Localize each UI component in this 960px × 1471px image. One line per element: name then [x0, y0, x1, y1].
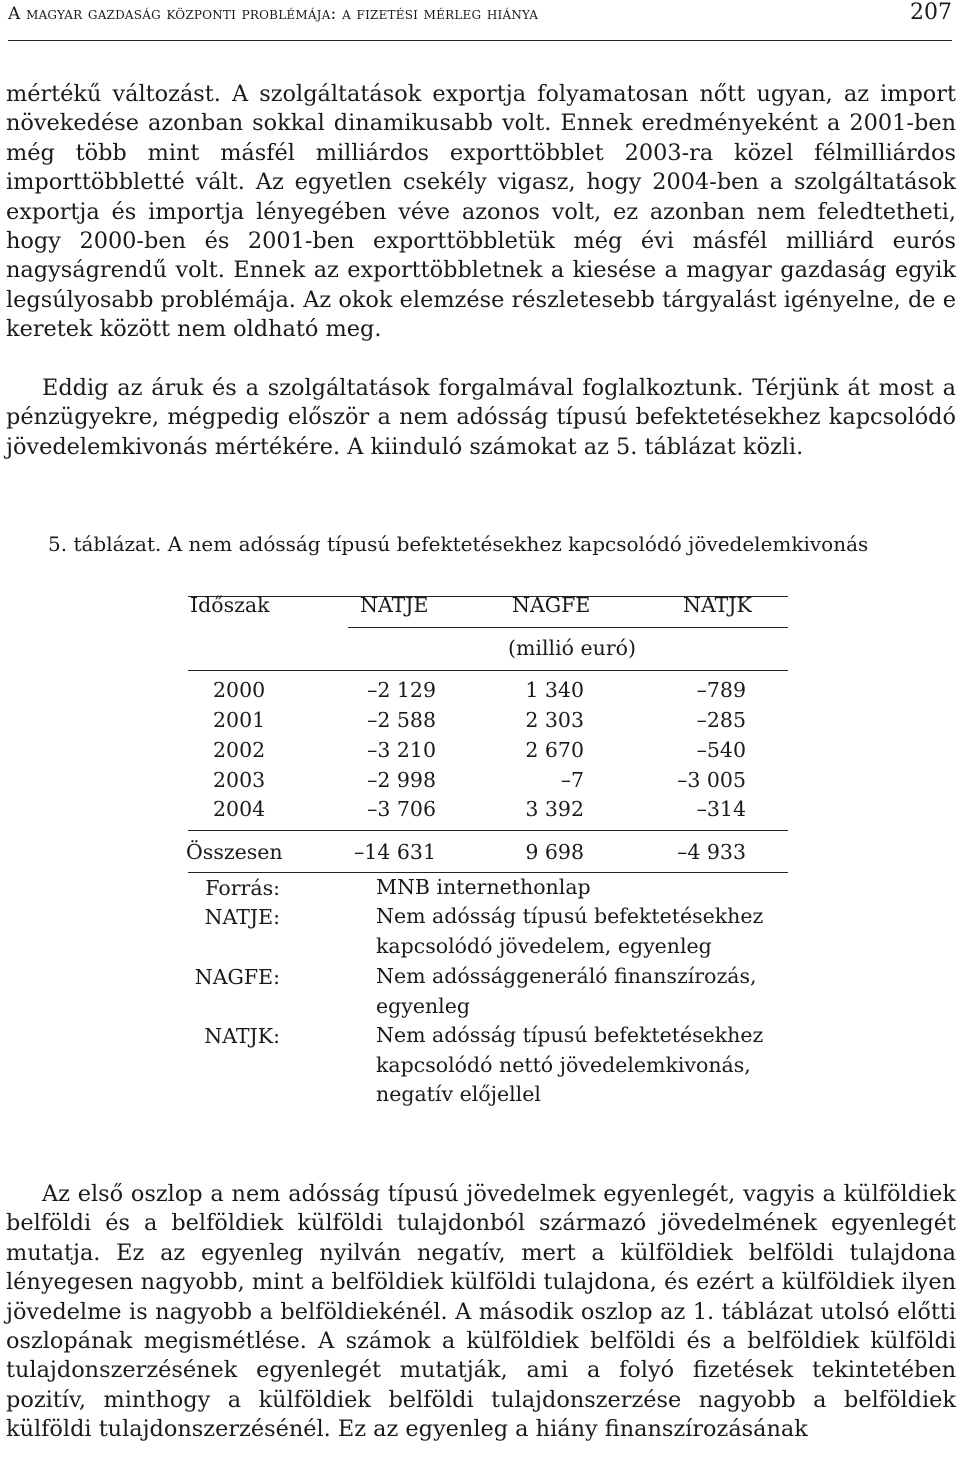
row-natjk: –3 005	[677, 768, 746, 792]
table-row	[188, 797, 788, 827]
table-unit: (millió euró)	[508, 636, 636, 660]
total-natje: –14 631	[354, 840, 436, 864]
row-nagfe: 3 392	[525, 797, 584, 821]
row-period: 2000	[213, 678, 266, 702]
row-natje: –2 588	[367, 708, 436, 732]
row-natje: –3 210	[367, 738, 436, 762]
table-header-bottom-rule	[188, 670, 788, 671]
row-nagfe: –7	[560, 768, 584, 792]
table-caption-title: A nem adósság típusú befektetésekhez kapcsolódó jövedelemkivonás	[167, 532, 869, 556]
body-paragraph-2-text: Eddig az áruk és a szolgáltatások forgalmával foglalkoztunk. Térjünk át most a pénzügyekre, mégpedig először a nem adósság típusú befektetésekhez kapcsolódó jövedelemkivonás mértékére. A kiinduló számokat az 5. táblázat közli.	[6, 375, 956, 460]
body-paragraph-2	[6, 374, 956, 462]
row-natje: –2 129	[367, 678, 436, 702]
row-natjk: –314	[696, 797, 746, 821]
row-period: 2001	[213, 708, 266, 732]
row-natjk: –789	[696, 678, 746, 702]
total-label: Összesen	[186, 840, 283, 864]
row-period: 2002	[213, 738, 266, 762]
header-natjk: NATJK	[683, 593, 752, 617]
total-nagfe: 9 698	[525, 840, 584, 864]
total-natjk: –4 933	[677, 840, 746, 864]
header-period: Időszak	[190, 593, 270, 617]
table-row	[188, 768, 788, 798]
table-caption	[48, 532, 868, 556]
note-text: Nem adósság típusú befektetésekhez kapcsolódó nettó jövedelemkivonás, negatív előjellel	[376, 1023, 764, 1107]
row-natje: –3 706	[367, 797, 436, 821]
row-natje: –2 998	[367, 768, 436, 792]
row-nagfe: 1 340	[525, 678, 584, 702]
table-unit-row	[188, 636, 788, 666]
note-label: NATJK:	[204, 1024, 280, 1048]
header-nagfe: NAGFE	[512, 593, 591, 617]
running-header	[8, 0, 952, 41]
table-row	[188, 678, 788, 708]
row-period: 2004	[213, 797, 266, 821]
table-row	[188, 708, 788, 738]
running-title: A magyar gazdaság központi problémája: a fizetési mérleg hiánya	[8, 4, 539, 24]
body-paragraph-3-text: Az első oszlop a nem adósság típusú jövedelmek egyenlegét, vagyis a külföldiek belföldi és a belföldiek külföldi tulajdonból származó jövedelmének egyenlegét mutatja. Ez az egyenleg nyilván negatív, mert a külföldiek belföldi tulajdona lényegesen nagyobb, mint a belföldiek külföldi tulajdona, és ezért a külföldiek ilyen jövedelme is nagyobb a belföldiekénél. A második oszlop az 1. táblázat utolsó előtti oszlopának megismétlése. A számok a külföldiek belföldi és a belföldiek külföldi tulajdonszerzésének egyenlegét mutatják, ami a folyó fizetések tekintetében pozitív, minthogy a külföldiek belföldi tulajdonszerzése nagyobb a belföldiek külföldi tulajdonszerzésénél. Ez az egyenleg a hiány finanszírozásának	[6, 1181, 956, 1443]
table-caption-number: 5. táblázat.	[48, 532, 162, 556]
note-text: Nem adósság típusú befektetésekhez kapcsolódó jövedelem, egyenleg	[376, 904, 764, 958]
table-unit-rule	[348, 627, 788, 628]
table-total-rule	[188, 830, 788, 831]
header-natje: NATJE	[360, 593, 429, 617]
note-label: NAGFE:	[194, 965, 280, 989]
body-paragraph-3	[6, 1180, 956, 1445]
row-nagfe: 2 303	[525, 708, 584, 732]
row-natjk: –540	[696, 738, 746, 762]
note-label: NATJE:	[204, 905, 280, 929]
page-number: 207	[910, 0, 952, 25]
note-label: Forrás:	[205, 876, 280, 900]
row-period: 2003	[213, 768, 266, 792]
note-text: Nem adóssággeneráló finanszírozás, egyenleg	[376, 964, 757, 1018]
note-text: MNB internethonlap	[376, 875, 591, 899]
row-nagfe: 2 670	[525, 738, 584, 762]
table-header-row	[188, 593, 788, 623]
table-row	[188, 738, 788, 768]
row-natjk: –285	[696, 708, 746, 732]
table-total-row	[188, 840, 788, 870]
body-paragraph-1: mértékű változást. A szolgáltatások exportja folyamatosan nőtt ugyan, az import növekedése azonban sokkal dinamikusabb volt. Ennek eredményeként a 2001-ben még több mint másfél milliárdos exporttöbblet 2003-ra közel félmilliárdos importtöbbletté vált. Az egyetlen csekély vigasz, hogy 2004-ben a szolgáltatások exportja és importja lényegében véve azonos volt, ez azonban nem feledtetheti, hogy 2000-ben és 2001-ben exporttöbbletük még évi másfél milliárd eurós nagyságrendű volt. Ennek az exporttöbbletnek a kiesése a magyar gazdaság egyik legsúlyosabb problémája. Az okok elemzése részletesebb tárgyalást igényelne, de e keretek között nem oldható meg.	[6, 81, 956, 343]
